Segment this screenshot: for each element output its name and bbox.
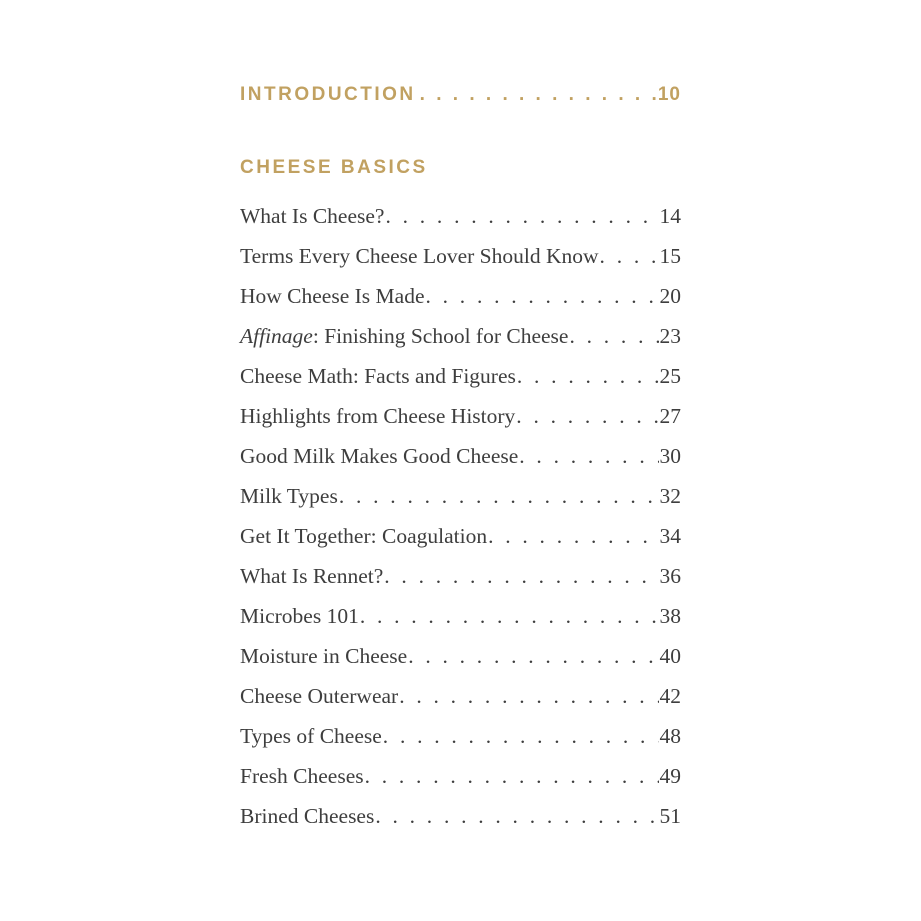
toc-entry [240,796,681,836]
toc-entry-page: 38 [659,604,681,628]
toc-entry [240,476,681,516]
toc-entry-dot-leader [384,196,658,236]
toc-entry-title: Fresh Cheeses [240,764,364,788]
toc-entry-title: What Is Cheese? [240,204,385,228]
toc-entry-title: Types of Cheese [240,724,382,748]
toc-entry-title: Good Milk Makes Good Cheese [240,444,519,468]
toc-entry-title: Highlights from Cheese History [240,404,516,428]
toc-entry [240,716,681,756]
toc-entry-dot-leader [338,476,659,516]
toc-entry-title: Get It Together: Coagulation [240,524,488,548]
toc-entry-title: Cheese Math: Facts and Figures [240,364,516,388]
toc-entry-page: 42 [659,684,681,708]
toc-entry-dot-leader [374,796,658,836]
toc-entry [240,236,681,276]
intro-page-number: 10 [657,84,681,105]
toc-entry [240,396,681,436]
toc-entry-page: 36 [659,564,681,588]
toc-entry-page: 32 [659,484,681,508]
toc-entry-dot-leader [359,596,659,636]
toc-entry-dot-leader [382,716,659,756]
toc-entry-dot-leader [407,636,658,676]
toc-entry-dot-leader [516,356,659,396]
toc-entry [240,636,681,676]
toc-entry [240,436,681,476]
toc-entry [240,316,681,356]
toc-entry [240,676,681,716]
toc-entry-page: 23 [659,324,681,348]
toc-entry-page: 15 [659,244,681,268]
toc-entry [240,596,681,636]
toc-entry-page: 14 [659,204,681,228]
toc-entry [240,196,681,236]
toc-entry-dot-leader [425,276,659,316]
toc-entry-page: 34 [659,524,681,548]
toc-entry-dot-leader [364,756,659,796]
section-title: CHEESE BASICS [240,157,428,178]
toc-entry-page: 30 [659,444,681,468]
toc-entry-page: 51 [659,804,681,828]
toc-entry [240,276,681,316]
intro-dot-leader [416,84,656,106]
toc-entry-title: How Cheese Is Made [240,284,425,308]
toc-entry-page: 48 [659,724,681,748]
toc-entry [240,516,681,556]
toc-entry [240,556,681,596]
toc-entry-dot-leader [487,516,658,556]
toc-entry-page: 27 [659,404,681,428]
toc-entry-dot-leader [398,676,658,716]
toc-entry-title: Cheese Outerwear [240,684,399,708]
toc-entry-page: 49 [659,764,681,788]
toc-entry-title: Milk Types [240,484,338,508]
toc-entry [240,356,681,396]
toc-entry-title: Affinage: Finishing School for Cheese [240,324,569,348]
toc-entry-dot-leader [568,316,658,356]
toc-entry-page: 20 [659,284,681,308]
toc-entry-title: What Is Rennet? [240,564,384,588]
toc-entry-title: Brined Cheeses [240,804,375,828]
toc-entry-title: Microbes 101 [240,604,359,628]
toc-entry-page: 25 [659,364,681,388]
toc-entry-dot-leader [599,236,659,276]
toc-entry-dot-leader [518,436,658,476]
toc-entry-title: Moisture in Cheese [240,644,408,668]
toc-entry-page: 40 [659,644,681,668]
toc-entry-title-italic: Affinage [240,324,313,348]
toc-entries [240,196,681,836]
toc-intro-row [240,84,681,106]
toc-entry [240,756,681,796]
toc-entry-dot-leader [515,396,658,436]
toc-content [240,84,681,836]
toc-entry-dot-leader [383,556,658,596]
toc-entry-title: Terms Every Cheese Lover Should Know [240,244,599,268]
intro-label: INTRODUCTION [240,84,416,105]
